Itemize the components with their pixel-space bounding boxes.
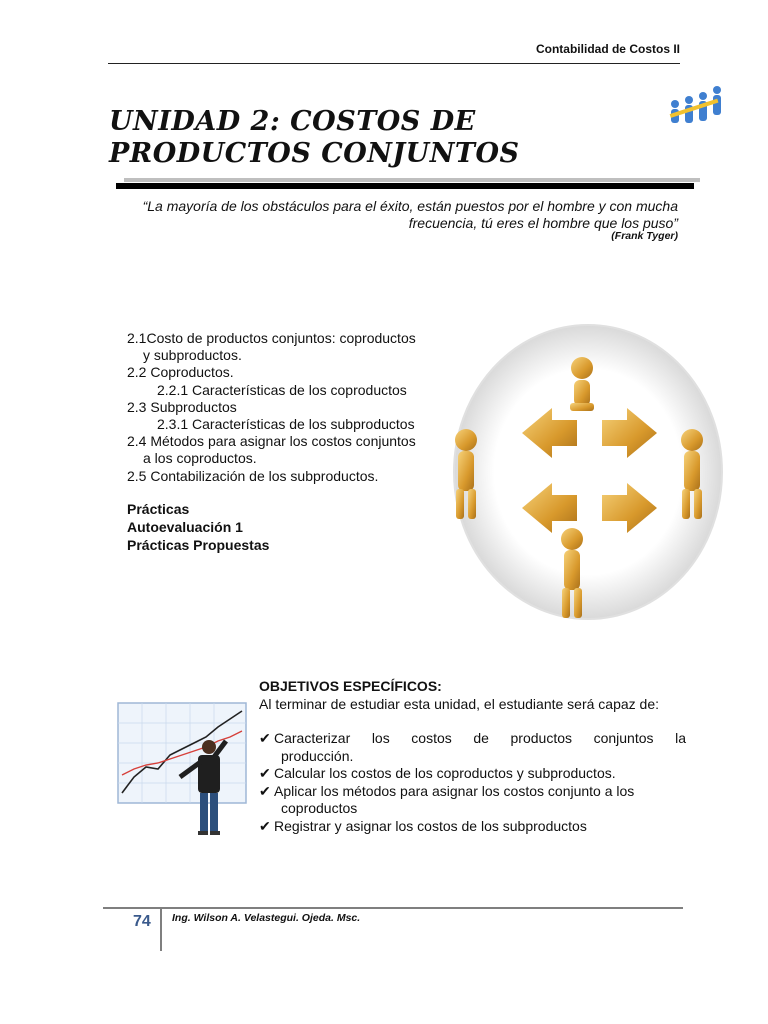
- toc-item: 2.2 Coproductos.: [127, 364, 234, 381]
- checkmark-icon: ✔: [259, 730, 271, 746]
- objectives-heading: OBJETIVOS ESPECÍFICOS:: [259, 678, 442, 694]
- practices-list: [127, 500, 269, 554]
- objective-item: [259, 765, 686, 783]
- header-rule: [108, 63, 680, 64]
- toc-item: y subproductos.: [143, 347, 242, 364]
- table-of-contents: [127, 330, 416, 485]
- epigraph-quote: “La mayoría de los obstáculos para el éxito, están puestos por el hombre y con mucha frecuencia, tú eres el hombre que los puso”: [142, 198, 678, 231]
- title-rule: [116, 183, 694, 189]
- practices-item: Prácticas: [127, 501, 190, 517]
- practices-item: Autoevaluación 1: [127, 519, 243, 535]
- epigraph-author: (Frank Tyger): [611, 230, 678, 242]
- objective-text-cont: producción.: [281, 747, 354, 764]
- gold-figures-arrows-illustration: [452, 323, 724, 621]
- footer-rule: [103, 907, 683, 909]
- team-icon: [665, 82, 727, 134]
- objective-item: [259, 818, 686, 836]
- objective-text: Aplicar los métodos para asignar los costos conjunto a los: [274, 782, 635, 799]
- objective-item: [259, 730, 686, 748]
- objectives-intro: Al terminar de estudiar esta unidad, el estudiante será capaz de:: [259, 695, 660, 712]
- toc-item: 2.3 Subproductos: [127, 398, 237, 415]
- title-rule-shadow: [124, 178, 700, 182]
- objective-item: [259, 783, 686, 801]
- toc-item: 2.2.1 Características de los coproductos: [157, 381, 407, 398]
- objective-text: Registrar y asignar los costos de los subproductos: [274, 817, 587, 834]
- checkmark-icon: ✔: [259, 817, 271, 834]
- footer-divider: [160, 909, 162, 951]
- unit-title: UNIDAD 2: COSTOS DE PRODUCTOS CONJUNTOS: [109, 106, 520, 169]
- toc-item: 2.5 Contabilización de los subproductos.: [127, 467, 379, 484]
- objective-text-cont: coproductos: [281, 800, 358, 816]
- toc-item: a los coproductos.: [143, 450, 257, 467]
- toc-item: 2.4 Métodos para asignar los costos conjuntos: [127, 433, 416, 450]
- checkmark-icon: ✔: [259, 782, 271, 799]
- running-header: Contabilidad de Costos II: [535, 42, 680, 56]
- objective-text: Caracterizar los costos de productos conjuntos la: [274, 730, 686, 746]
- objectives-section: [259, 678, 686, 835]
- page-number: 74: [133, 913, 151, 930]
- practices-item: Prácticas Propuestas: [127, 537, 270, 553]
- toc-item: 2.3.1 Características de los subproductos: [157, 416, 415, 433]
- man-with-growth-chart-illustration: [114, 697, 250, 841]
- checkmark-icon: ✔: [259, 765, 271, 781]
- objective-text: Calcular los costos de los coproductos y subproductos.: [274, 765, 616, 781]
- footer-author: Ing. Wilson A. Velastegui. Ojeda. Msc.: [172, 912, 361, 924]
- toc-item: 2.1Costo de productos conjuntos: coproductos: [127, 330, 416, 346]
